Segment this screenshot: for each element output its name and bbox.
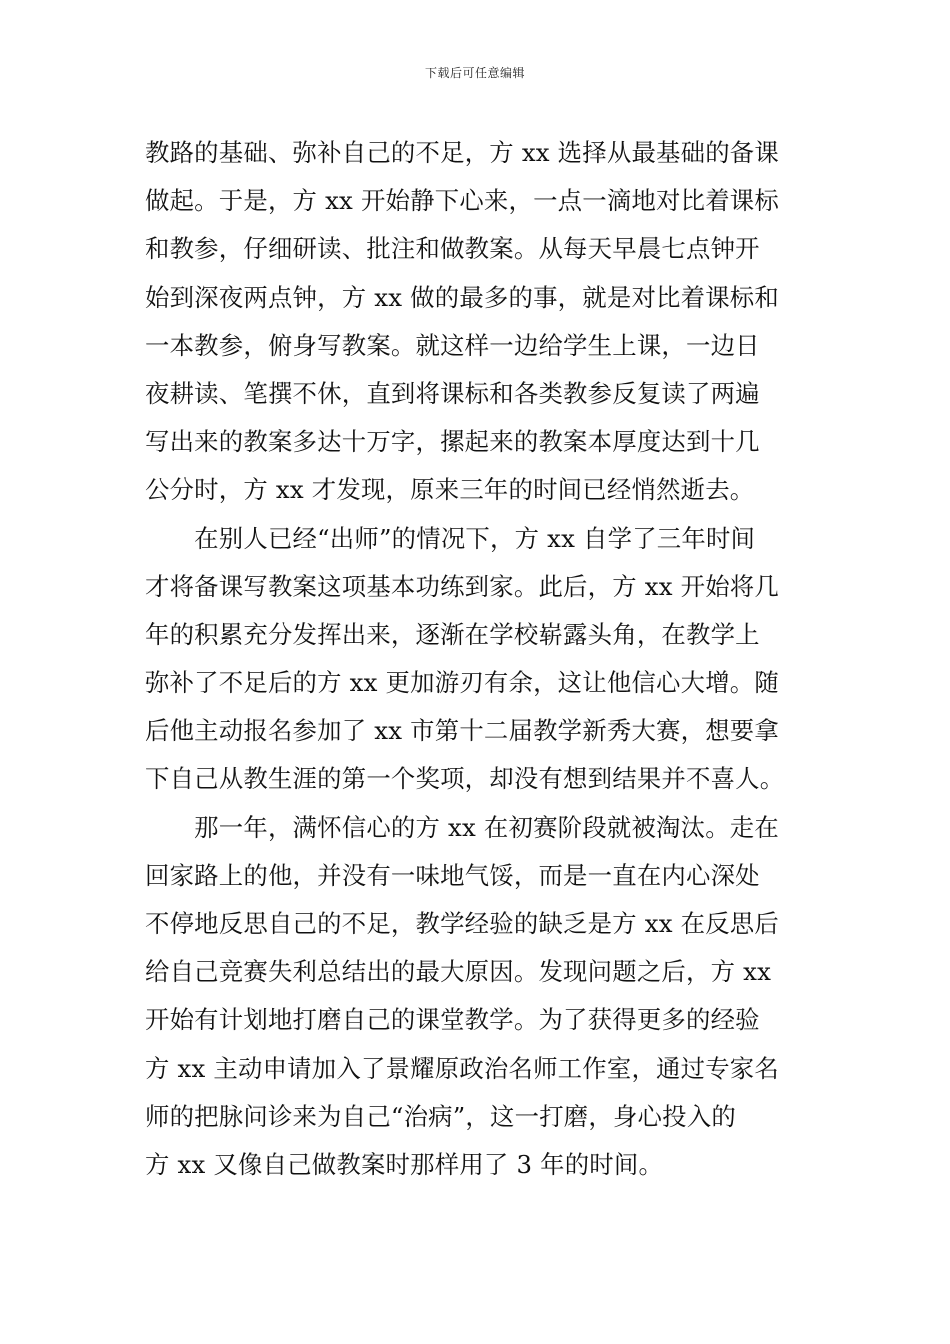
text-line: 方 xx 又像自己做教案时那样用了 3 年的时间。 bbox=[145, 1149, 664, 1179]
body-text bbox=[145, 129, 815, 1189]
text-line: 写出来的教案多达十万字，摞起来的教案本厚度达到十几 bbox=[145, 427, 760, 457]
text-line: 回家路上的他，并没有一味地气馁，而是一直在内心深处 bbox=[145, 860, 760, 890]
paragraph-start-line: 在别人已经“出师”的情况下，方 xx 自学了三年时间 bbox=[145, 523, 756, 553]
text-line: 和教参，仔细研读、批注和做教案。从每天早晨七点钟开 bbox=[145, 234, 760, 264]
text-line: 公分时，方 xx 才发现，原来三年的时间已经悄然逝去。 bbox=[145, 475, 755, 505]
page-header: 下载后可任意编辑 bbox=[424, 66, 525, 80]
text-line: 才将备课写教案这项基本功练到家。此后，方 xx 开始将几 bbox=[145, 571, 779, 601]
text-line: 方 xx 主动申请加入了景耀原政治名师工作室，通过专家名 bbox=[145, 1053, 779, 1083]
text-line: 一本教参，俯身写教案。就这样一边给学生上课，一边日 bbox=[145, 330, 760, 360]
text-line: 教路的基础、弥补自己的不足，方 xx 选择从最基础的备课 bbox=[145, 138, 779, 167]
text-line: 年的积累充分发挥出来，逐渐在学校崭露头角，在教学上 bbox=[145, 619, 760, 649]
text-line: 开始有计划地打磨自己的课堂教学。为了获得更多的经验 bbox=[145, 1005, 760, 1035]
text-line: 始到深夜两点钟，方 xx 做的最多的事，就是对比着课标和 bbox=[145, 282, 779, 312]
text-line: 下自己从教生涯的第一个奖项，却没有想到结果并不喜人。 bbox=[145, 764, 785, 794]
text-line: 不停地反思自己的不足，教学经验的缺乏是方 xx 在反思后 bbox=[145, 909, 779, 938]
text-line: 夜耕读、笔撰不休，直到将课标和各类教参反复读了两遍 bbox=[145, 378, 760, 408]
text-line: 给自己竞赛失利总结出的最大原因。发现问题之后，方 xx bbox=[145, 957, 772, 987]
text-line: 弥补了不足后的方 xx 更加游刃有余，这让他信心大增。随 bbox=[145, 668, 779, 698]
paragraph-start-line: 那一年，满怀信心的方 xx 在初赛阶段就被淘汰。走在 bbox=[145, 812, 779, 842]
text-line: 后他主动报名参加了 xx 市第十二届教学新秀大赛，想要拿 bbox=[145, 716, 779, 746]
text-line: 师的把脉问诊来为自己“治病”，这一打磨，身心投入的 bbox=[145, 1101, 736, 1131]
text-line: 做起。于是，方 xx 开始静下心来，一点一滴地对比着课标 bbox=[145, 186, 779, 216]
